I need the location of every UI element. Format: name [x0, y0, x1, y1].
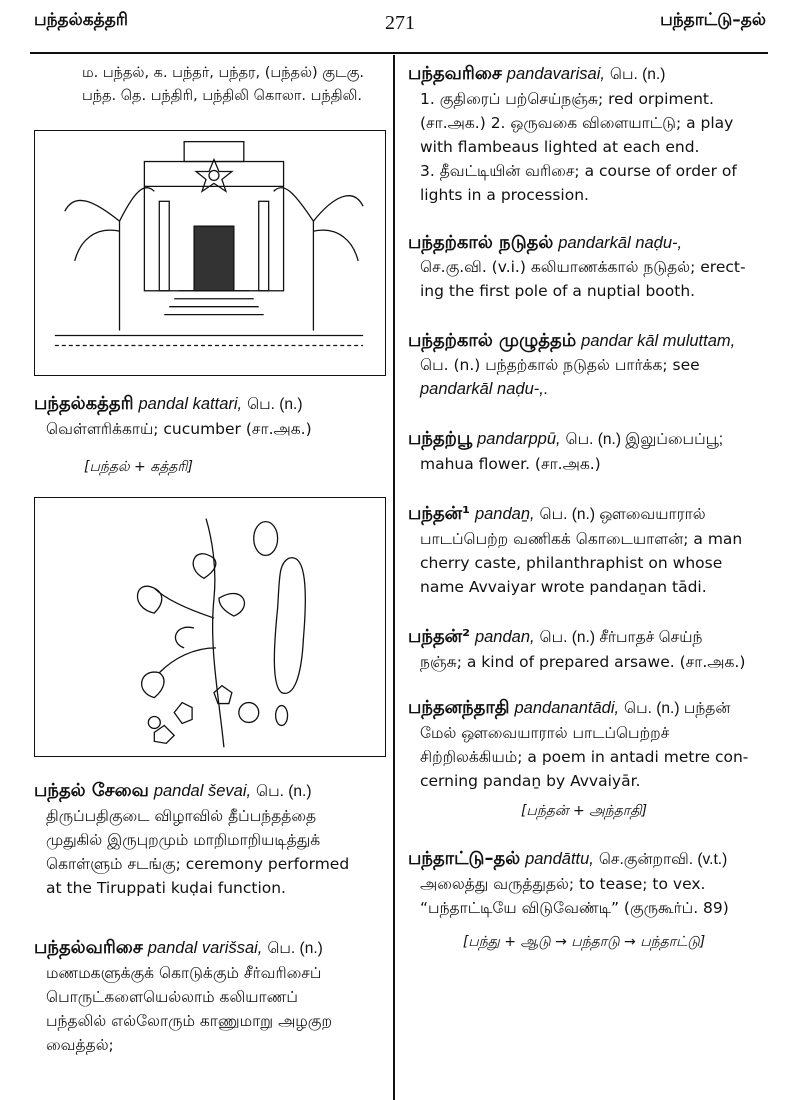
grammar-label: பெ. (n.) — [247, 396, 303, 413]
page-number: 271 — [385, 12, 415, 34]
definition-line: பெ. (n.) பந்தற்கால் நடுதல் பார்க்க; see — [420, 356, 700, 374]
entry-pandarppu — [408, 427, 760, 476]
headword: பந்தற்கால் முழுத்தம் — [408, 330, 577, 351]
brinjal-plant-illustration — [35, 498, 385, 756]
definition-line: அலைத்து வருத்துதல்; to tease; to vex. — [420, 875, 706, 893]
definition-line: at the Tiruppati kuḍai function. — [46, 879, 286, 897]
transliteration: pandaṉ, — [474, 505, 535, 523]
entry-pandan-1 — [408, 502, 760, 599]
definition-line: நஞ்சு; a kind of prepared arsawe. (சா.அக.) — [420, 653, 746, 671]
definition-line: முதுகில் இருபுறமும் மாறிமாறியடித்துக் — [46, 831, 321, 849]
headword: பந்தற்கால் நடுதல் — [408, 232, 554, 253]
definition-line: மணமகளுக்குக் கொடுக்கும் சீர்வரிசைப் — [46, 964, 322, 982]
etymology: [பந்தன் + அந்தாதி] — [520, 803, 648, 819]
headword: பந்தற்பூ — [408, 428, 473, 449]
grammar-label: பெ. (n.) ஔவையாரால் — [539, 506, 706, 523]
definition-line: திருப்பதிகுடை விழாவில் தீப்பந்தத்தை — [46, 807, 317, 825]
definition-line: வைத்தல்; — [46, 1036, 114, 1054]
transliteration: pandar kāl muluttam, — [581, 332, 736, 350]
headword: பந்தல்வரிசை — [34, 937, 143, 958]
entry-pandan-2 — [408, 625, 760, 674]
right-column — [408, 62, 760, 954]
cross-reference: pandarkāl naḍu-,. — [420, 380, 549, 398]
transliteration: pandal ševai, — [153, 782, 252, 800]
definition-line: மேல் ஔவையாரால் பாடப்பெற்றச் — [420, 724, 670, 742]
definition-line: name Avvaiyar wrote pandaṉan tādi. — [420, 578, 707, 596]
etymology: [பந்தல் + கத்தரி] — [84, 459, 193, 475]
definition-line: 1. குதிரைப் பற்செய்நஞ்சு; red orpiment. — [420, 90, 714, 108]
headword: பந்தவரிசை — [408, 63, 502, 84]
definition-line: பொருட்களையெல்லாம் கலியாணப் — [46, 988, 298, 1006]
grammar-label: பெ. (n.) இலுப்பைப்பூ; — [565, 431, 724, 448]
headword: பந்தல்கத்தரி — [34, 393, 134, 414]
entry-pandattu-dal — [408, 847, 760, 954]
grammar-label: பெ. (n.) — [256, 783, 312, 800]
definition-line: cherry caste, philanthraphist on whose — [420, 554, 723, 572]
etymology: [பந்து + ஆடு → பந்தாடு → பந்தாட்டு] — [462, 934, 706, 950]
entry-pandavarisai — [408, 62, 760, 207]
definition: வெள்ளரிக்காய்; cucumber (சா.அக.) — [46, 420, 312, 438]
definition-line: கொள்ளும் சடங்கு; ceremony performed — [46, 855, 350, 873]
header-left-guide-word: பந்தல்கத்தரி — [34, 10, 128, 30]
entry-pandarkal-muluttam — [408, 329, 760, 401]
headword: பந்தாட்டு–தல் — [408, 848, 521, 869]
transliteration: pandavarisai, — [506, 65, 605, 83]
transliteration: pandanantādi, — [514, 699, 620, 717]
quotation-line: “பந்தாட்டியே விடுவேண்டி” (குருகூர்ப். 89) — [420, 899, 729, 917]
entry-pandanantadi — [408, 696, 760, 823]
definition-line: சிற்றிலக்கியம்; a poem in antadi metre con- — [420, 748, 749, 766]
definition-line: mahua flower. (சா.அக.) — [420, 455, 601, 473]
definition-line: with flambeaus lighted at each end. — [420, 138, 700, 156]
entry-pandal-sevai — [34, 779, 386, 900]
definition-line: ing the first pole of a nuptial booth. — [420, 282, 696, 300]
definition-line: 3. தீவட்டியின் வரிசை; a course of order of — [420, 162, 737, 180]
continuation-text — [34, 62, 386, 108]
brinjal-plant-figure — [34, 497, 386, 757]
column-divider — [393, 55, 395, 1100]
entry-pandal-varisai — [34, 936, 386, 1057]
definition-line: lights in a procession. — [420, 186, 589, 204]
definition-line: பாடப்பெற்ற வணிகக் கொடையாளன்; a man — [420, 530, 743, 548]
left-column — [34, 62, 386, 1057]
definition-line: (சா.அக.) 2. ஒருவகை விளையாட்டு; a play — [420, 114, 734, 132]
definition-line: பந்தலில் எல்லோரும் காணுமாறு அழகுற — [46, 1012, 333, 1030]
pandal-house-figure — [34, 130, 386, 376]
transliteration: pandal kattari, — [138, 395, 243, 413]
grammar-label: பெ. (n.) சீர்பாதச் செய்ந் — [539, 629, 703, 646]
grammar-label: பெ. (n.) பந்தன் — [624, 700, 731, 717]
entry-pandarkal-nadudal — [408, 231, 760, 303]
header-right-guide-word: பந்தாட்டு–தல் — [660, 10, 766, 30]
grammar-label: பெ. (n.) — [609, 66, 666, 83]
transliteration: pandarkāl naḍu-, — [558, 234, 683, 252]
headword: பந்தனந்தாதி — [408, 697, 510, 718]
page-header — [0, 0, 800, 50]
grammar-label: பெ. (n.) — [267, 940, 323, 957]
definition-line: செ.கு.வி. (v.i.) கலியாணக்கால் நடுதல்; erect- — [420, 258, 746, 276]
continuation-line: பந்த. தெ. பந்திரி, பந்திலி கொலா. பந்திலி. — [82, 88, 363, 104]
transliteration: pandal varišsai, — [147, 939, 263, 957]
definition-line: cerning pandaṉ by Avvaiyār. — [420, 772, 641, 790]
transliteration: pandan, — [474, 628, 535, 646]
entry-pandal-kattari — [34, 392, 386, 479]
headword: பந்தன்¹ — [408, 503, 471, 524]
pandal-house-illustration — [35, 131, 385, 375]
continuation-line: ம. பந்தல், க. பந்தர், பந்தர, (பந்தல்) குடகு. — [82, 65, 364, 81]
header-rule — [30, 52, 768, 54]
grammar-label: செ.குன்றாவி. (v.t.) — [598, 851, 728, 868]
transliteration: pandāttu, — [525, 850, 594, 868]
transliteration: pandarppū, — [477, 430, 561, 448]
headword: பந்தன்² — [408, 626, 471, 647]
headword: பந்தல் சேவை — [34, 780, 149, 801]
